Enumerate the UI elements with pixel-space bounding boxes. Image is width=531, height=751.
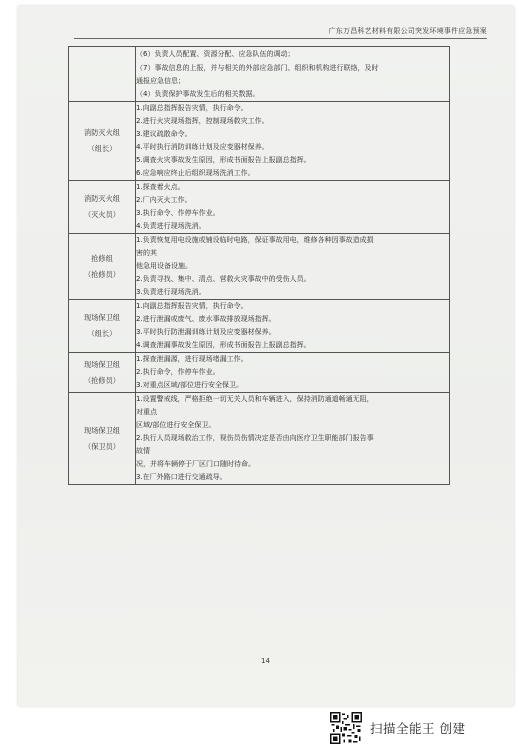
duties-cell <box>136 393 450 485</box>
responsibility-table <box>68 46 450 485</box>
document-header: 广东万昌科艺材料有限公司突发环境事件应急预案 <box>328 27 487 35</box>
duty-line: 6.应急响应终止后组织现场洗消工作。 <box>136 169 255 177</box>
table-row <box>69 102 450 181</box>
header-rule <box>74 38 487 39</box>
role-label: （组长） <box>87 144 117 153</box>
qr-code-icon <box>330 712 362 744</box>
duty-line: 3.执行命令、作停车作业。 <box>136 209 220 217</box>
duty-line: 4.调查泄漏事故发生原因，形成书面报告上报副总指挥。 <box>136 341 311 349</box>
duty-line: 害的其 <box>136 249 157 257</box>
duty-line: 4.平时执行消防训练计划及应变器材保养。 <box>136 143 269 151</box>
duty-line: 1.设置警戒线，严格拒绝一切无关人员和车辆进入，保持消防通道畅通无阻， <box>136 395 374 403</box>
role-label: 消防灭火组 <box>84 128 120 137</box>
duty-line: （7）事故信息的上报，并与相关的外部应急部门、组织和机构进行联络，及时 <box>136 64 379 72</box>
duties-cell <box>136 47 450 102</box>
table-row <box>69 181 450 234</box>
duty-line: 5.调查火灾事故发生原因，形成书面报告上报副总指挥。 <box>136 156 311 164</box>
duty-line: 3.在厂外路口进行交通疏导。 <box>136 473 227 481</box>
role-cell <box>69 47 136 102</box>
role-label: （抢修员） <box>84 375 120 385</box>
duty-line: 区域/部位进行安全保卫。 <box>136 421 216 429</box>
role-label: （保卫员） <box>84 441 120 451</box>
duties-cell <box>136 181 450 234</box>
role-cell <box>69 234 136 300</box>
responsibility-table-body <box>69 47 450 485</box>
duty-line: 4.负责进行现场洗消。 <box>136 222 206 230</box>
role-label: 现场保卫组 <box>84 313 120 322</box>
role-label: 现场保卫组 <box>84 425 120 435</box>
duty-line: 故情 <box>136 447 150 455</box>
role-cell <box>69 102 136 181</box>
role-cell <box>69 393 136 485</box>
duty-line: 2.厂内灭火工作。 <box>136 196 192 204</box>
duties-cell <box>136 102 450 181</box>
role-label: （灭火员） <box>84 210 120 219</box>
page-number: 14 <box>261 657 270 665</box>
table-row <box>69 234 450 300</box>
table-row <box>69 300 450 353</box>
duties-cell <box>136 353 450 393</box>
duty-line: 1.负责恢复用电设施或铺设临时电路，保证事故用电，维修各种因事故造成损 <box>136 236 374 244</box>
duty-line: 2.负责寻找、集中、清点、营救火灾事故中的受伤人员。 <box>136 275 311 283</box>
duty-line: 1.向副总指挥报告灾情，执行命令。 <box>136 302 248 310</box>
duty-line: 2.执行命令，作停车作业。 <box>136 368 220 376</box>
role-label: （抢修员） <box>84 269 120 279</box>
table-row <box>69 353 450 393</box>
role-label: （组长） <box>87 329 117 338</box>
role-cell <box>69 300 136 353</box>
duty-line: 通报应急信息； <box>136 77 185 85</box>
duty-line: 2.执行人员现场救治工作，视伤员伤情决定是否由向医疗卫生职能部门报告事 <box>136 434 374 442</box>
duty-line: 况，并将车辆停于厂区门口随时待命。 <box>136 460 255 468</box>
role-label: 抢修组 <box>91 253 113 263</box>
table-row <box>69 393 450 485</box>
duties-cell <box>136 234 450 300</box>
duty-line: 1.探查泄漏源，进行现场堵漏工作。 <box>136 355 248 363</box>
duty-line: 3.对重点区域/部位进行安全保卫。 <box>136 381 244 389</box>
duty-line: 3.负责进行现场洗消。 <box>136 288 206 296</box>
duty-line: （4）负责保护事故发生后的相关数据。 <box>136 90 260 98</box>
duties-cell <box>136 300 450 353</box>
duty-line: 他急用设备设施。 <box>136 262 192 270</box>
duty-line: 2.进行火灾现场指挥，控制现场救灾工作。 <box>136 117 269 125</box>
duty-line: 2.进行泄漏或废气、废水事故排放现场指挥。 <box>136 315 276 323</box>
duty-line: （6）负责人员配置、资源分配、应急队伍的调动； <box>136 50 295 58</box>
scanner-brand-text: 扫描全能王 创建 <box>370 721 466 736</box>
role-cell <box>69 353 136 393</box>
table-row <box>69 47 450 102</box>
role-cell <box>69 181 136 234</box>
role-label: 消防灭火组 <box>84 194 120 203</box>
duty-line: 3.平时执行防泄漏训练计划及应变器材保养。 <box>136 328 276 336</box>
role-label: 现场保卫组 <box>84 359 120 369</box>
duty-line: 1.探查着火点。 <box>136 183 185 191</box>
duty-line: 对重点 <box>136 408 157 416</box>
duty-line: 3.建议疏散命令。 <box>136 130 192 138</box>
duty-line: 1.向副总指挥报告灾情，执行命令。 <box>136 104 248 112</box>
scanner-watermark <box>330 710 465 746</box>
